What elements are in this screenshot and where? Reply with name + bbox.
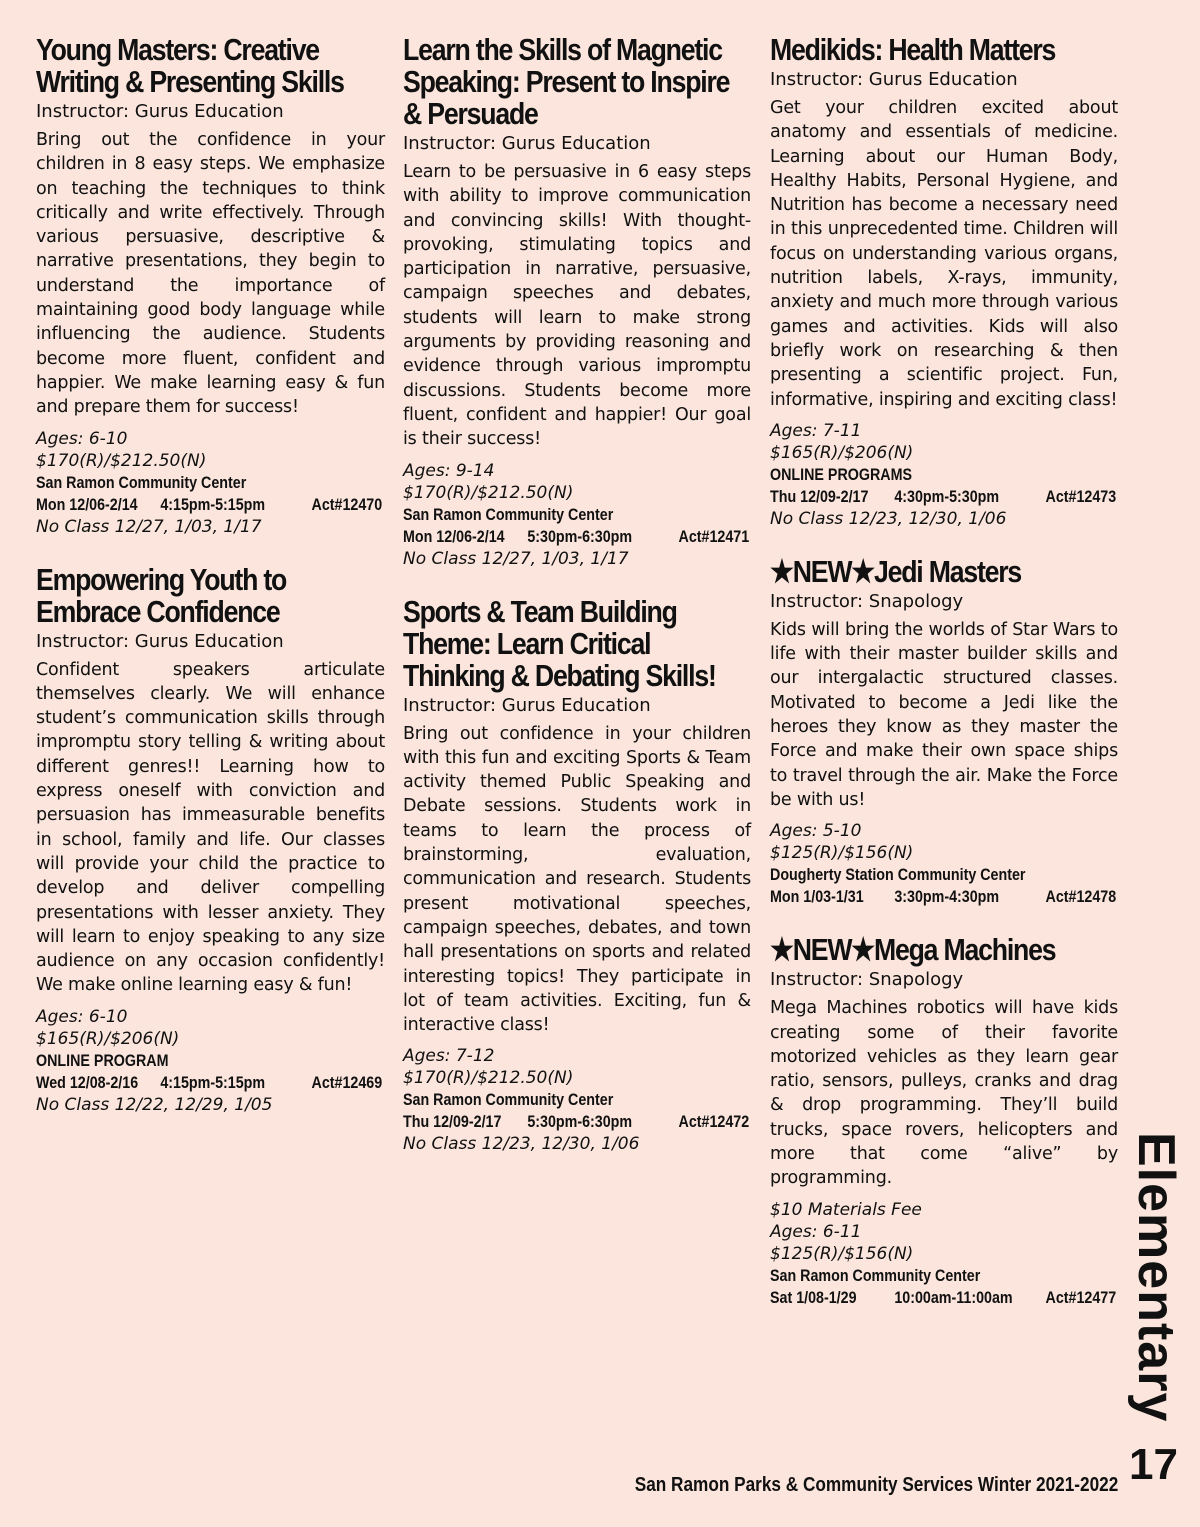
course-fee: $170(R)/$212.50(N) bbox=[36, 450, 207, 471]
activity-number: Act#12473 bbox=[1045, 486, 1117, 506]
course-instructor: Instructor: Gurus Education bbox=[36, 101, 284, 122]
course-instructor: Instructor: Gurus Education bbox=[403, 133, 651, 154]
column-2 bbox=[403, 34, 751, 1181]
activity-number: Act#12469 bbox=[311, 1072, 383, 1092]
course-listing bbox=[36, 34, 385, 538]
course-location: ONLINE PROGRAMS bbox=[770, 464, 913, 484]
course-listing bbox=[36, 561, 385, 1116]
course-location: San Ramon Community Center bbox=[403, 504, 614, 524]
course-description: Get your children excited about anatomy and essentials of medicine. Learning about our Human Body, Healthy Habits, Personal Hygiene, and Nutrition has become a necessary need in this unprecedented time. Children will focus on understanding various organs, nutrition labels, X-rays, immunity, anxiety and much more through various games and activities. Kids will also briefly work on researching & then presenting a scientific project. Fun, informative, inspiring and exciting class! bbox=[770, 98, 1118, 410]
course-schedule bbox=[770, 886, 1118, 908]
course-description: Bring out the confidence in your children in 8 easy steps. We emphasize on teaching the techniques to think critically and write effectively. Through various persuasive, descriptive & narrative presentations, they begin to understand the importance of maintaining good body language while influencing the audience. Students become more fluent, confident and happier. We make learning easy & fun and prepare them for success! bbox=[36, 130, 385, 418]
activity-number: Act#12470 bbox=[311, 494, 383, 514]
no-class-dates: No Class 12/23, 12/30, 1/06 bbox=[403, 1134, 640, 1155]
course-ages: Ages: 5-10 bbox=[770, 821, 862, 842]
schedule-time: 4:15pm-5:15pm bbox=[160, 1072, 266, 1092]
course-schedule bbox=[770, 486, 1118, 508]
course-fee: $165(R)/$206(N) bbox=[36, 1028, 180, 1049]
course-listing bbox=[403, 34, 751, 570]
schedule-days: Thu 12/09-2/17 bbox=[403, 1112, 502, 1132]
course-materials-fee: $10 Materials Fee bbox=[770, 1199, 922, 1220]
course-listing bbox=[403, 593, 751, 1156]
schedule-days: Mon 12/06-2/14 bbox=[403, 526, 505, 546]
course-instructor: Instructor: Gurus Education bbox=[36, 630, 284, 652]
course-title: ★NEW★Jedi Masters bbox=[770, 553, 1022, 589]
course-schedule bbox=[403, 1111, 751, 1133]
course-schedule bbox=[770, 1287, 1118, 1309]
course-title: Young Masters: Creative Writing & Presenting Skills bbox=[36, 32, 344, 99]
schedule-time: 3:30pm-4:30pm bbox=[894, 887, 1000, 907]
course-ages: Ages: 6-10 bbox=[36, 428, 128, 449]
course-listing bbox=[770, 553, 1118, 908]
course-title: Medikids: Health Matters bbox=[770, 32, 1056, 67]
course-ages: Ages: 6-10 bbox=[36, 1006, 128, 1027]
course-description: Mega Machines robotics will have kids creating some of their favorite motorized vehicles as they learn gear ratio, sensors, pulleys, cranks and drag & drop programming. They’ll build trucks, space rovers, helicopters and more that come “alive” by programming. bbox=[770, 998, 1118, 1189]
course-location: ONLINE PROGRAM bbox=[36, 1050, 169, 1070]
schedule-time: 4:15pm-5:15pm bbox=[160, 494, 266, 514]
course-ages: Ages: 9-14 bbox=[403, 460, 495, 481]
schedule-days: Mon 1/03-1/31 bbox=[770, 887, 864, 907]
course-title: Sports & Team Building Theme: Learn Critical Thinking & Debating Skills! bbox=[403, 593, 716, 693]
course-description: Kids will bring the worlds of Star Wars to life with their master builder skills and our intergalactic structured classes. Motivated to become a Jedi like the heroes they know as they master the Force and make their own space ships to travel through the air. Make the Force be with us! bbox=[770, 619, 1118, 810]
course-location: San Ramon Community Center bbox=[403, 1090, 614, 1110]
schedule-days: Thu 12/09-2/17 bbox=[770, 486, 869, 506]
section-tab-elementary: Elementary bbox=[1127, 1132, 1185, 1423]
schedule-days: Sat 1/08-1/29 bbox=[770, 1287, 857, 1307]
schedule-time: 10:00am-11:00am bbox=[894, 1287, 1013, 1307]
course-title: Empowering Youth to Embrace Confidence bbox=[36, 561, 287, 629]
page-number: 17 bbox=[1129, 1440, 1178, 1489]
course-fee: $170(R)/$212.50(N) bbox=[403, 482, 574, 503]
course-schedule bbox=[36, 494, 385, 516]
course-title: Learn the Skills of Magnetic Speaking: Present to Inspire & Persuade bbox=[403, 32, 730, 131]
schedule-time: 5:30pm-6:30pm bbox=[527, 1112, 633, 1132]
course-location: San Ramon Community Center bbox=[36, 472, 247, 492]
activity-number: Act#12477 bbox=[1045, 1287, 1117, 1307]
course-fee: $125(R)/$156(N) bbox=[770, 1243, 914, 1264]
course-ages: Ages: 7-12 bbox=[403, 1046, 495, 1067]
no-class-dates: No Class 12/22, 12/29, 1/05 bbox=[36, 1094, 273, 1115]
course-schedule bbox=[403, 526, 751, 548]
course-fee: $170(R)/$212.50(N) bbox=[403, 1068, 574, 1089]
activity-number: Act#12471 bbox=[678, 526, 750, 546]
activity-number: Act#12472 bbox=[678, 1112, 750, 1132]
activity-number: Act#12478 bbox=[1045, 887, 1117, 907]
course-ages: Ages: 7-11 bbox=[770, 420, 862, 441]
course-ages: Ages: 6-11 bbox=[770, 1221, 862, 1242]
schedule-days: Wed 12/08-2/16 bbox=[36, 1072, 139, 1092]
schedule-days: Mon 12/06-2/14 bbox=[36, 494, 138, 514]
course-title: ★NEW★Mega Machines bbox=[770, 932, 1056, 968]
column-1 bbox=[36, 34, 385, 1142]
course-instructor: Instructor: Snapology bbox=[770, 969, 964, 991]
course-description: Bring out confidence in your children with this fun and exciting Sports & Team activity themed Public Speaking and Debate sessions. Students work in teams to learn the process of brainstorming, evaluation, communication and research. Students present motivational speeches, campaign speeches, debates, and town hall presentations on sports and related interesting topics! They participate in lot of team activities. Exciting, fun & interactive class! bbox=[403, 723, 751, 1036]
course-listing bbox=[770, 934, 1118, 1308]
schedule-time: 4:30pm-5:30pm bbox=[894, 486, 1000, 506]
course-instructor: Instructor: Gurus Education bbox=[770, 69, 1018, 90]
course-instructor: Instructor: Snapology bbox=[770, 590, 964, 612]
column-3 bbox=[770, 34, 1118, 1335]
course-schedule bbox=[36, 1072, 385, 1094]
course-description: Learn to be persuasive in 6 easy steps with ability to improve communication and convincing skills! With thought-provoking, stimulating topics and participation in narrative, persuasive, campaign speeches and debates, students will learn to make strong arguments by providing reasoning and evidence through various impromptu discussions. Students become more fluent, confident and happier! Our goal is their success! bbox=[403, 162, 751, 450]
no-class-dates: No Class 12/27, 1/03, 1/17 bbox=[36, 516, 262, 537]
course-listing bbox=[770, 34, 1118, 530]
course-instructor: Instructor: Gurus Education bbox=[403, 694, 651, 716]
no-class-dates: No Class 12/23, 12/30, 1/06 bbox=[770, 508, 1007, 529]
course-fee: $165(R)/$206(N) bbox=[770, 442, 914, 463]
schedule-time: 5:30pm-6:30pm bbox=[527, 526, 633, 546]
no-class-dates: No Class 12/27, 1/03, 1/17 bbox=[403, 548, 629, 569]
course-description: Confident speakers articulate themselves clearly. We will enhance student’s communication skills through impromptu story telling & writing about different genres!! Learning how to express oneself with conviction and persuasion has immeasurable benefits in school, family and life. Our classes will provide your child the practice to develop and deliver compelling presentations with lesser anxiety. They will learn to enjoy speaking to any size audience on any occasion confidently! We make online learning easy & fun! bbox=[36, 659, 385, 996]
footer-publication: San Ramon Parks & Community Services Winter 2021-2022 bbox=[634, 1474, 1118, 1496]
course-location: Dougherty Station Community Center bbox=[770, 865, 1026, 885]
course-location: San Ramon Community Center bbox=[770, 1265, 981, 1285]
course-fee: $125(R)/$156(N) bbox=[770, 843, 914, 864]
